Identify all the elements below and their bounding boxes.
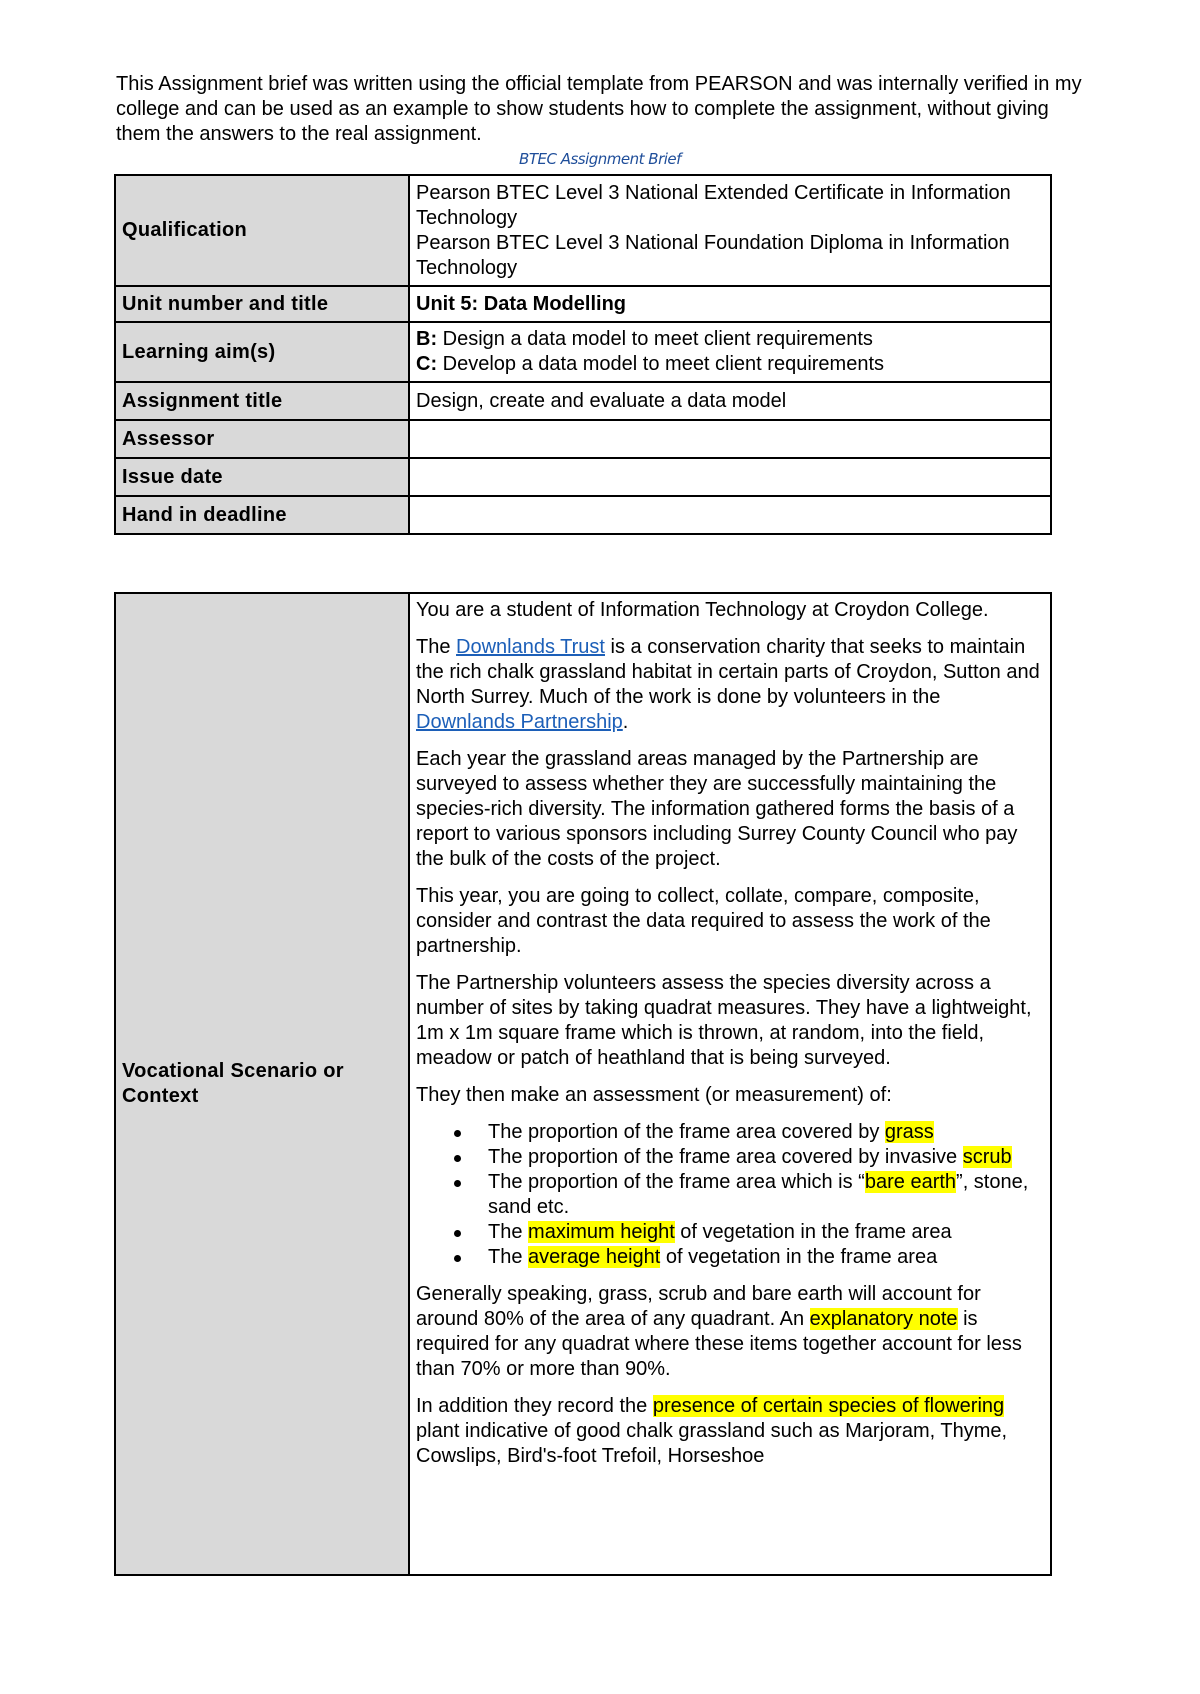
list-item-text: of vegetation in the frame area [660, 1246, 938, 1268]
scenario-content [409, 593, 1051, 1575]
scenario-paragraph-2-text-b: is a conservation charity that seeks to maintain the rich chalk grassland habitat in certain parts of Croydon, Sutton and North Surrey. Much of the work is done by volunteers in the [416, 636, 1040, 708]
scenario-paragraph-8-text-a: In addition they record the [416, 1395, 653, 1417]
list-item-text: The proportion of the frame area covered by invasive [488, 1146, 963, 1168]
list-item [488, 1220, 1044, 1245]
learning-aim-c-text: Develop a data model to meet client requirements [437, 353, 885, 375]
list-item-text: of vegetation in the frame area [674, 1221, 952, 1243]
unit-value: Unit 5: Data Modelling [409, 286, 1051, 322]
deadline-label: Hand in deadline [115, 496, 409, 534]
scenario-table [114, 592, 1052, 1576]
intro-paragraph: This Assignment brief was written using the official template from PEARSON and was internally verified in my college and can be used as an example to show students how to complete the assignment, without giving them the answers to the real assignment. [116, 73, 1082, 145]
scenario-paragraph-7-text-b: is required for any quadrat where these items together account for less than 70% or more than 90%. [416, 1308, 1022, 1380]
scenario-paragraph-7 [416, 1282, 1044, 1382]
qualification-line-1: Pearson BTEC Level 3 National Extended Certificate in Information Technology [416, 181, 1011, 229]
assignment-details-table [114, 174, 1052, 535]
scenario-paragraph-2-text-a: The [416, 636, 457, 658]
highlight-species-presence: presence of certain species of flowering [652, 1395, 1005, 1417]
assessor-value [409, 420, 1051, 458]
learning-aim-b-key: B: [416, 328, 438, 350]
list-item-text: ”, stone, sand etc. [488, 1171, 1029, 1218]
scenario-paragraph-6: They then make an assessment (or measurement) of: [416, 1084, 892, 1106]
qualification-label: Qualification [115, 175, 409, 286]
scenario-paragraph-2-text-c: . [622, 711, 629, 733]
highlight-bare-earth: bare earth [864, 1171, 957, 1193]
brief-title: BTEC Assignment Brief [519, 150, 681, 168]
list-item [488, 1245, 1044, 1270]
learning-aim-b [416, 327, 1044, 352]
table-row-unit [115, 286, 1051, 322]
list-item [488, 1120, 1044, 1145]
scenario-paragraph-8-text-b: plant indicative of good chalk grassland such as Marjoram, Thyme, Cowslips, Bird's-foot Trefoil, Horseshoe [416, 1420, 1008, 1467]
highlight-average-height: average height [528, 1246, 661, 1268]
assignment-title-label: Assignment title [115, 382, 409, 420]
scenario-paragraph-5: The Partnership volunteers assess the species diversity across a number of sites by taking quadrat measures. They have a lightweight, 1m x 1m square frame which is thrown, at random, into the field, meadow or patch of heathland that is being surveyed. [416, 972, 1032, 1069]
list-item [488, 1170, 1044, 1220]
assessor-label: Assessor [115, 420, 409, 458]
scenario-label: Vocational Scenario or Context [115, 593, 409, 1575]
deadline-value [409, 496, 1051, 534]
qualification-line-2: Pearson BTEC Level 3 National Foundation Diploma in Information Technology [416, 231, 1010, 279]
list-item-text: The proportion of the frame area covered by [488, 1121, 885, 1143]
issue-date-label: Issue date [115, 458, 409, 496]
list-item-text: The [488, 1246, 529, 1268]
scenario-paragraph-7-text-a: Generally speaking, grass, scrub and bare earth will account for around 80% of the area of any quadrant. An [416, 1283, 981, 1330]
highlight-maximum-height: maximum height [528, 1221, 675, 1243]
highlight-grass: grass [884, 1121, 934, 1143]
scenario-paragraph-8 [416, 1394, 1044, 1469]
scenario-paragraph-1: You are a student of Information Technology at Croydon College. [416, 599, 989, 621]
learning-aim-c-key: C: [416, 353, 438, 375]
downlands-trust-link[interactable]: Downlands Trust [456, 636, 605, 658]
highlight-scrub: scrub [962, 1146, 1012, 1168]
table-row-qualification [115, 175, 1051, 286]
list-item-text: The [488, 1221, 529, 1243]
assignment-title-value: Design, create and evaluate a data model [409, 382, 1051, 420]
scenario-paragraph-3: Each year the grassland areas managed by the Partnership are surveyed to assess whether they are successfully maintaining the species-rich diversity. The information gathered forms the basis of a report to various sponsors including Surrey County Council who pay the bulk of the costs of the project. [416, 748, 1018, 870]
scenario-paragraph-4: This year, you are going to collect, collate, compare, composite, consider and contrast the data required to assess the work of the partnership. [416, 885, 991, 957]
list-item-text: The proportion of the frame area which is “ [488, 1171, 865, 1193]
learning-aims-label: Learning aim(s) [115, 322, 409, 382]
learning-aim-c [416, 352, 1044, 377]
highlight-explanatory-note: explanatory note [809, 1308, 958, 1330]
scenario-paragraph-2 [416, 635, 1044, 735]
learning-aims-value [409, 322, 1051, 382]
issue-date-value [409, 458, 1051, 496]
table-row-assignment-title [115, 382, 1051, 420]
downlands-partnership-link[interactable]: Downlands Partnership [416, 711, 623, 733]
table-row-issue-date [115, 458, 1051, 496]
table-row-learning-aims [115, 322, 1051, 382]
assessment-list [416, 1120, 1044, 1270]
table-row-deadline [115, 496, 1051, 534]
qualification-value [409, 175, 1051, 286]
unit-label: Unit number and title [115, 286, 409, 322]
list-item [488, 1145, 1044, 1170]
learning-aim-b-text: Design a data model to meet client requirements [437, 328, 873, 350]
table-row-scenario [115, 593, 1051, 1575]
table-row-assessor [115, 420, 1051, 458]
